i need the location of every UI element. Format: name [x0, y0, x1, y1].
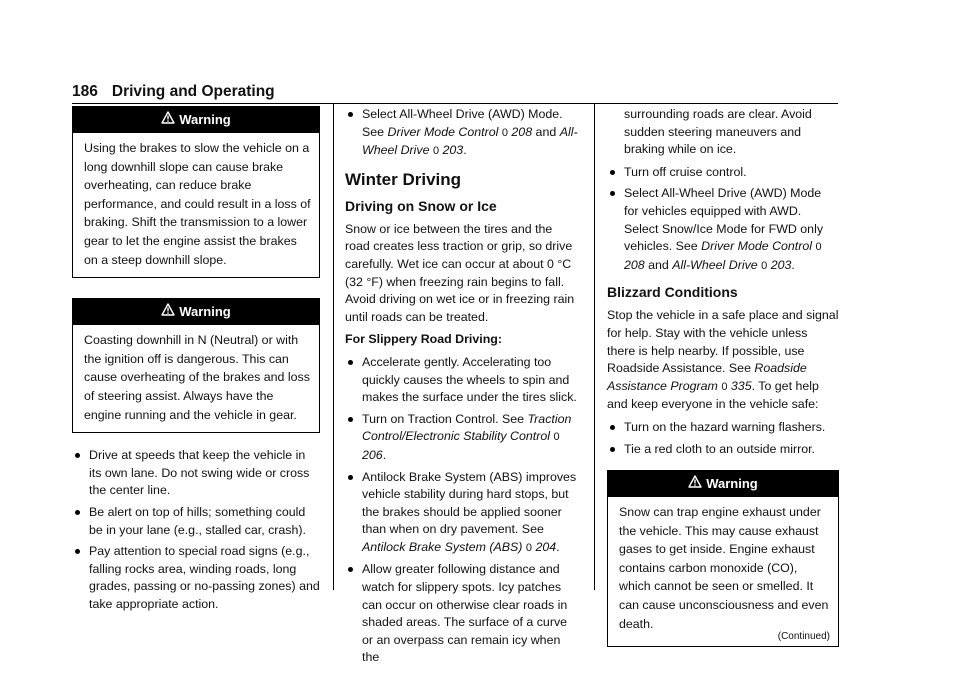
- bullet-list: [607, 419, 839, 458]
- bullet-text: Antilock Brake System (ABS) improves vehicle stability during hard stops, but the brakes should be applied sooner than when on dry pavement. See: [362, 469, 577, 537]
- subsection-heading: Blizzard Conditions: [607, 284, 738, 301]
- list-item: Accelerate gently. Accelerating too quickly causes the wheels to spin and makes the surface under the tires slick.: [345, 354, 580, 407]
- warning-header: [608, 471, 838, 497]
- page-ref-arrow-icon: 0: [432, 145, 440, 158]
- conjunction-text: and: [648, 257, 669, 272]
- cross-reference-link[interactable]: Roadside Assistance Program: [607, 361, 807, 393]
- bullet-list: [607, 164, 839, 276]
- page-reference[interactable]: 203: [770, 257, 792, 272]
- warning-text-container: [608, 497, 838, 646]
- header-rule: [72, 103, 838, 104]
- warning-text: Coasting downhill in N (Neutral) or with the ignition off is dangerous. This can cause overheating of the brakes and loss of steering assist. Always have the engine running and the vehicle in gear.: [84, 333, 310, 422]
- column-3: [607, 106, 839, 647]
- warning-box: [72, 106, 320, 278]
- bullet-list: [72, 447, 320, 613]
- page-ref-arrow-icon: 0: [815, 241, 822, 254]
- cross-reference-link[interactable]: Antilock Brake System (ABS): [362, 539, 523, 554]
- section-title: Driving and Operating: [111, 83, 275, 100]
- warning-text: Using the brakes to slow the vehicle on a long downhill slope can cause brake overheating, can reduce brake performance, and could result in a loss of braking. Shift the transmission to a lower gear to let the engine assist the brakes on a steep downhill slope.: [84, 141, 311, 267]
- intro-paragraph: Snow or ice between the tires and the road creates less traction or grip, so drive carefully. Wet ice can occur at about 0 °C (32 °F) when freezing rain begins to fall. Avoid driving on wet ice or in freezing rain until roads can be treated.: [345, 221, 575, 324]
- page-reference[interactable]: 206: [362, 447, 383, 462]
- cross-reference-link[interactable]: All-Wheel Drive: [672, 257, 758, 272]
- conjunction-text: and: [535, 124, 557, 139]
- page-reference[interactable]: 208: [624, 257, 645, 272]
- bullet-list: [345, 354, 580, 667]
- warning-title: Warning: [706, 476, 758, 492]
- list-label: For Slippery Road Driving:: [345, 332, 502, 347]
- list-item: [345, 106, 580, 161]
- list-item: [607, 185, 839, 275]
- punctuation: .: [463, 143, 467, 158]
- warning-header: [73, 107, 319, 133]
- list-item: Drive at speeds that keep the vehicle in its own lane. Do not swing wide or cross the center line.: [72, 447, 320, 500]
- punctuation: .: [556, 539, 560, 554]
- warning-text: Snow can trap engine exhaust under the vehicle. This may cause exhaust gases to get inside. Engine exhaust contains carbon monoxide (CO), which cannot be seen or smelled. It can cause unconsciousness and even death.: [619, 505, 829, 631]
- paragraph-text: Stop the vehicle in a safe place and signal for help. Stay with the vehicle unless there is help nearby. If possible, use Roadside Assistance. See: [607, 308, 839, 376]
- bullet-text: Select All-Wheel Drive (AWD) Mode. See: [362, 107, 563, 139]
- bullet-list: [345, 106, 580, 161]
- warning-title: Warning: [179, 112, 231, 127]
- page-reference[interactable]: 208: [511, 124, 533, 139]
- page-ref-arrow-icon: 0: [553, 431, 560, 444]
- page-ref-arrow-icon: 0: [761, 259, 768, 272]
- punctuation: .: [791, 257, 795, 272]
- list-item: Pay attention to special road signs (e.g., falling rocks area, winding roads, long grades, passing or no-passing zones) and take appropriate action.: [72, 543, 320, 613]
- paragraph-text: . To get help and keep everyone in the vehicle safe:: [607, 378, 819, 412]
- warning-header: [73, 299, 319, 325]
- bullet-text: Turn on Traction Control. See: [362, 411, 525, 426]
- continued-label: (Continued): [777, 631, 830, 643]
- list-item: Turn on the hazard warning flashers.: [607, 419, 839, 437]
- continued-text: surrounding roads are clear. Avoid sudden steering maneuvers and braking while on ice.: [624, 107, 812, 157]
- column-divider: [594, 104, 595, 590]
- list-item: Be alert on top of hills; something could be in your lane (e.g., stalled car, crash).: [72, 504, 320, 539]
- page-ref-arrow-icon: 0: [525, 541, 533, 554]
- page-reference[interactable]: 204: [535, 539, 557, 554]
- column-divider: [333, 104, 334, 590]
- column-2: [345, 106, 580, 671]
- cross-reference-link[interactable]: Driver Mode Control: [387, 124, 499, 139]
- cross-reference-link[interactable]: All-Wheel Drive: [362, 124, 578, 158]
- subsection-heading: Driving on Snow or Ice: [345, 197, 497, 214]
- page-number: 186: [72, 83, 98, 100]
- page-ref-arrow-icon: 0: [721, 380, 728, 393]
- list-item: Tie a red cloth to an outside mirror.: [607, 441, 839, 459]
- page-reference[interactable]: 203: [442, 143, 464, 158]
- list-item: [345, 469, 580, 558]
- warning-icon: [161, 299, 175, 325]
- list-item: [345, 411, 580, 465]
- warning-box: [607, 470, 839, 647]
- warning-icon: [161, 107, 175, 133]
- punctuation: .: [382, 447, 387, 462]
- list-item: Allow greater following distance and watch for slippery spots. Icy patches can occur on otherwise clear roads in shaded areas. The surface of a curve or an overpass can remain icy when the: [345, 561, 580, 667]
- list-item: Turn off cruise control.: [607, 164, 839, 182]
- warning-title: Warning: [179, 304, 231, 320]
- page-reference[interactable]: 335: [730, 378, 752, 393]
- blizzard-paragraph: [607, 307, 839, 414]
- column-1: [72, 106, 320, 617]
- bullet-text: Select All-Wheel Drive (AWD) Mode for vehicles equipped with AWD. Select Snow/Ice Mode for FWD only vehicles. See: [624, 186, 824, 254]
- section-heading: Winter Driving: [345, 169, 462, 189]
- page-header: [72, 83, 275, 101]
- page-ref-arrow-icon: 0: [501, 126, 508, 139]
- cross-reference-link[interactable]: Traction Control/Electronic Stability Control: [362, 411, 572, 444]
- cross-reference-link[interactable]: Driver Mode Control: [701, 239, 813, 254]
- warning-box: [72, 298, 320, 433]
- warning-icon: [688, 471, 702, 497]
